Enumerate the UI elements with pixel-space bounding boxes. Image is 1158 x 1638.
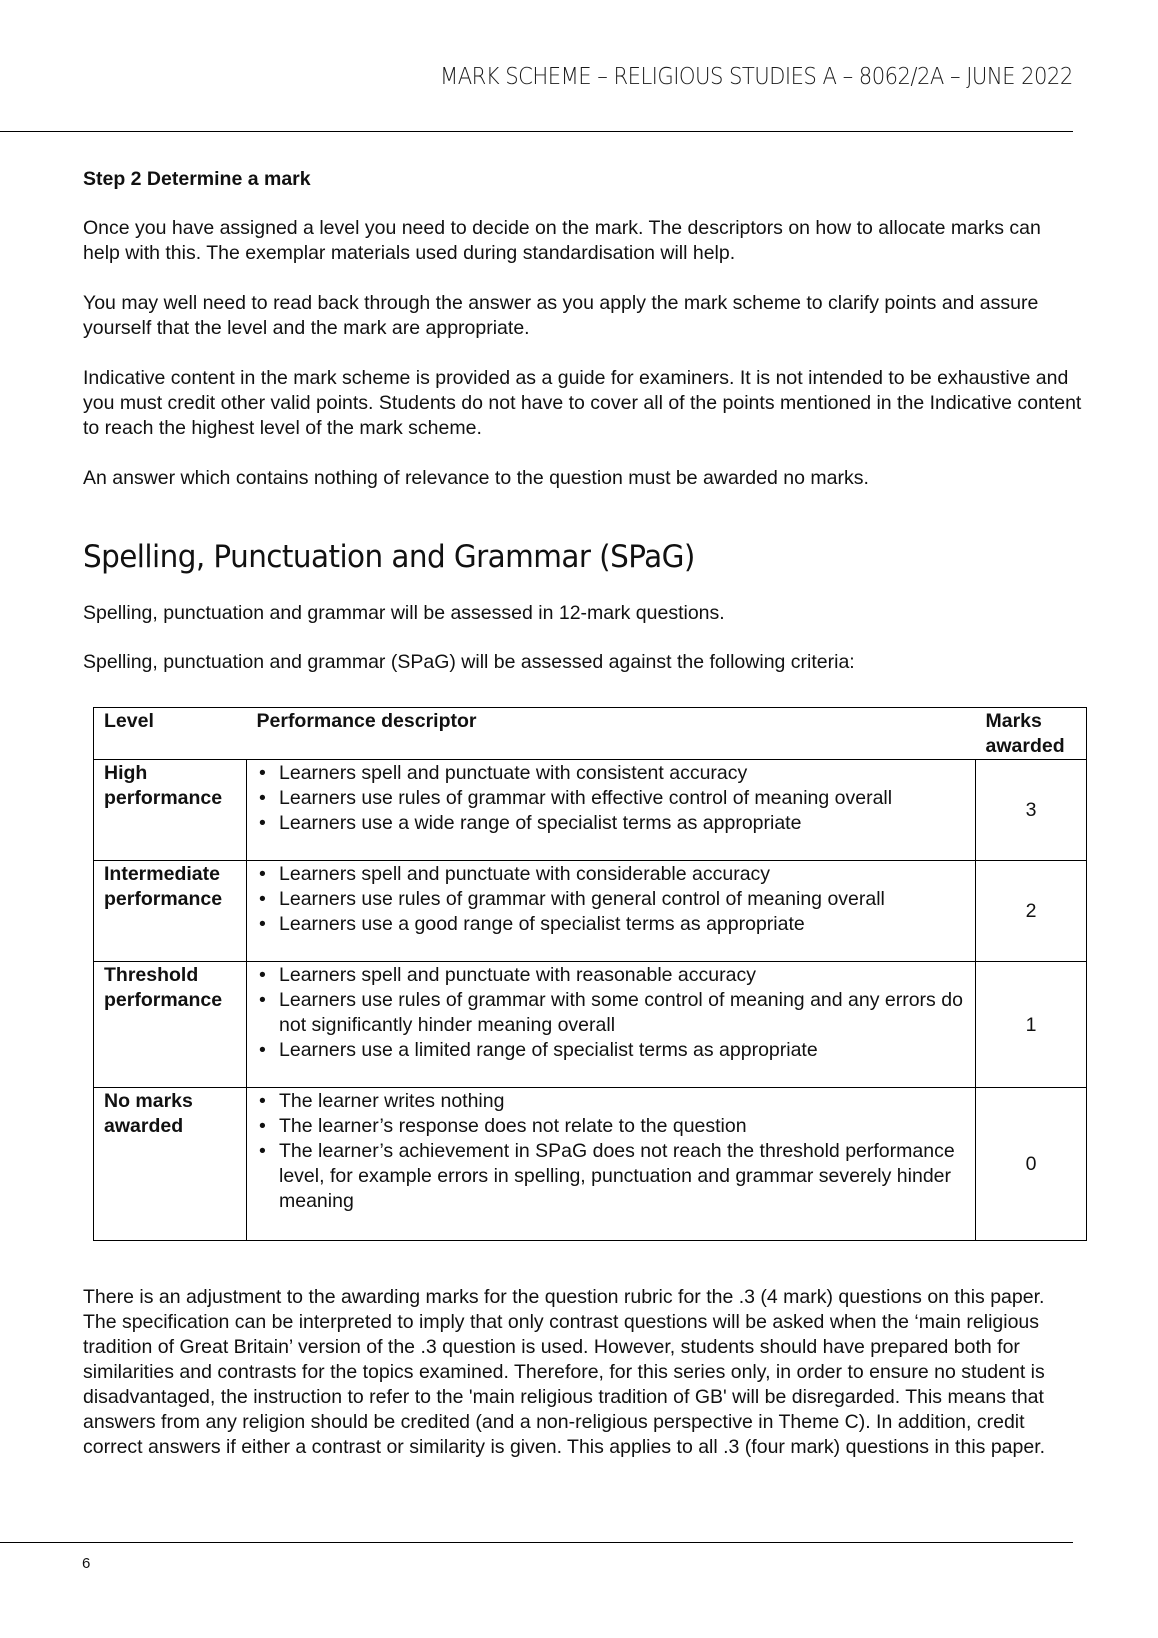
page-number: 6 bbox=[82, 1555, 91, 1572]
paragraph-no-relevance: An answer which contains nothing of relevance to the question must be awarded no marks. bbox=[83, 467, 869, 489]
spag-criteria-table bbox=[93, 707, 1087, 1241]
level-cell: Intermediate performance bbox=[94, 861, 247, 962]
paragraph-assign-level: Once you have assigned a level you need to decide on the mark. The descriptors on how to allocate marks can help with this. The exemplar materials used during standardisation will help. bbox=[83, 217, 1041, 264]
main-content bbox=[83, 167, 1083, 699]
marks-cell: 3 bbox=[976, 760, 1087, 861]
table-row bbox=[94, 962, 1087, 1088]
table-row bbox=[94, 861, 1087, 962]
adjustment-paragraph: There is an adjustment to the awarding marks for the question rubric for the .3 (4 mark) questions on this paper. The specification can be interpreted to imply that only contrast questions will be asked when the ‘main religious tradition of Great Britain’ version of the .3 question is used. However, students should have prepared both for similarities and contrasts for the topics examined. Therefore, for this series only, in order to ensure no student is disadvantaged, the instruction to refer to the 'main religious tradition of GB' will be disregarded. This means that answers from any religion should be credited (and a non-religious perspective in Theme C). In addition, credit correct answers if either a contrast or similarity is given. This applies to all .3 (four mark) questions in this paper. bbox=[83, 1285, 1046, 1458]
descriptor-bullet: • Learners use a good range of specialist terms as appropriate bbox=[257, 912, 965, 937]
column-header-marks: Marks awarded bbox=[976, 708, 1087, 760]
descriptor-bullet: • Learners use a limited range of specialist terms as appropriate bbox=[257, 1038, 965, 1063]
descriptor-bullet: • The learner writes nothing bbox=[257, 1089, 965, 1114]
marks-cell: 2 bbox=[976, 861, 1087, 962]
step-2-heading: Step 2 Determine a mark bbox=[83, 168, 311, 190]
descriptor-cell bbox=[247, 962, 976, 1088]
descriptor-bullet: • The learner’s achievement in SPaG does not reach the threshold performance level, for example errors in spelling, punctuation and grammar severely hinder meaning bbox=[257, 1139, 965, 1214]
column-header-level: Level bbox=[94, 708, 247, 760]
descriptor-bullet: • The learner’s response does not relate to the question bbox=[257, 1114, 965, 1139]
descriptor-list bbox=[257, 761, 965, 836]
page-header-title: MARK SCHEME – RELIGIOUS STUDIES A – 8062/2A – JUNE 2022 bbox=[440, 64, 1073, 90]
table-header-row bbox=[94, 708, 1087, 760]
spag-intro-1: Spelling, punctuation and grammar will be assessed in 12-mark questions. bbox=[83, 602, 725, 624]
spag-section-title: Spelling, Punctuation and Grammar (SPaG) bbox=[83, 539, 695, 575]
marks-cell: 0 bbox=[976, 1088, 1087, 1241]
footer-divider bbox=[0, 1542, 1073, 1543]
marks-cell: 1 bbox=[976, 962, 1087, 1088]
descriptor-bullet: • Learners use rules of grammar with effective control of meaning overall bbox=[257, 786, 965, 811]
paragraph-indicative-content: Indicative content in the mark scheme is provided as a guide for examiners. It is not intended to be exhaustive and you must credit other valid points. Students do not have to cover all of the points mentioned in the Indicative content to reach the highest level of the mark scheme. bbox=[83, 367, 1082, 439]
descriptor-bullet: • Learners spell and punctuate with consistent accuracy bbox=[257, 761, 965, 786]
descriptor-cell bbox=[247, 760, 976, 861]
descriptor-bullet: • Learners use a wide range of specialist terms as appropriate bbox=[257, 811, 965, 836]
level-cell: Threshold performance bbox=[94, 962, 247, 1088]
descriptor-list bbox=[257, 1089, 965, 1214]
table-row bbox=[94, 760, 1087, 861]
level-cell: No marks awarded bbox=[94, 1088, 247, 1241]
header-divider bbox=[0, 131, 1073, 132]
spag-intro-2: Spelling, punctuation and grammar (SPaG) will be assessed against the following criteria: bbox=[83, 651, 855, 673]
descriptor-list bbox=[257, 862, 965, 937]
descriptor-list bbox=[257, 963, 965, 1063]
level-cell: High performance bbox=[94, 760, 247, 861]
column-header-descriptor: Performance descriptor bbox=[247, 708, 976, 760]
table-row bbox=[94, 1088, 1087, 1241]
descriptor-bullet: • Learners use rules of grammar with some control of meaning and any errors do not significantly hinder meaning overall bbox=[257, 988, 965, 1038]
descriptor-bullet: • Learners use rules of grammar with general control of meaning overall bbox=[257, 887, 965, 912]
descriptor-bullet: • Learners spell and punctuate with considerable accuracy bbox=[257, 862, 965, 887]
paragraph-read-back: You may well need to read back through the answer as you apply the mark scheme to clarify points and assure yourself that the level and the mark are appropriate. bbox=[83, 292, 1039, 339]
descriptor-cell bbox=[247, 861, 976, 962]
descriptor-bullet: • Learners spell and punctuate with reasonable accuracy bbox=[257, 963, 965, 988]
descriptor-cell bbox=[247, 1088, 976, 1241]
